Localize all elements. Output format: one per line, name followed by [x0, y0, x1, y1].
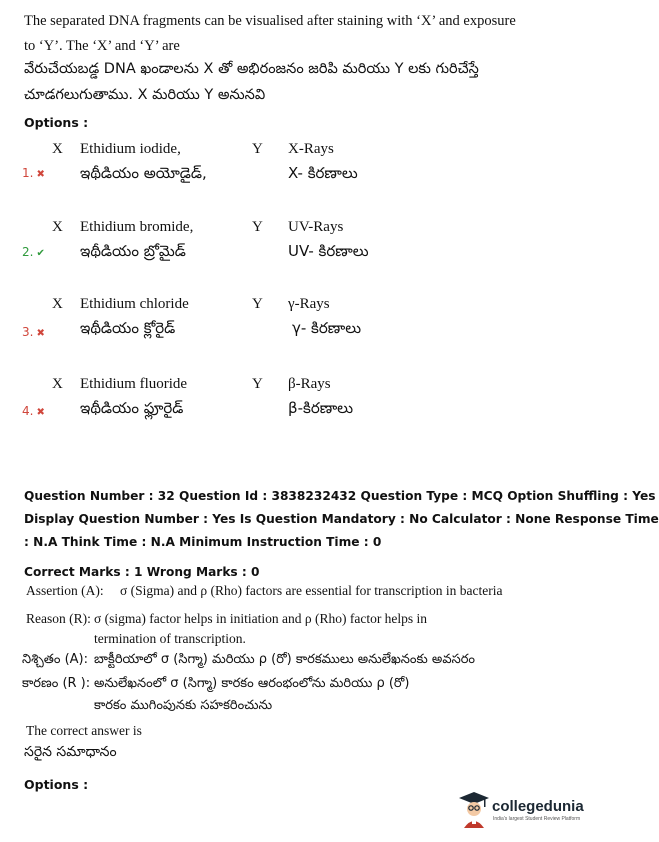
reason-text-line1: σ (sigma) factor helps in initiation and ρ (Rho) factor helps in: [94, 611, 428, 626]
y-value-en: UV-Rays: [288, 219, 344, 235]
q32-meta-line2: Display Question Number : Yes Is Question Mandatory : No Calculator : None Response Time: [24, 512, 659, 526]
assertion-label: Assertion (A):: [26, 583, 104, 598]
x-value-te: ఇథీడియం అయోడైడ్,: [80, 164, 207, 182]
q31-stem-te-line1: వేరుచేయబడ్డ DNA ఖండాలను X తో అభిరంజనం జరిపి మరియు Y లకు గురిచేస్తే: [24, 61, 479, 77]
x-value-en: Ethidium bromide,: [80, 219, 194, 235]
x-value-en: Ethidium iodide,: [80, 141, 181, 157]
wrong-mark-icon: ✖: [36, 328, 45, 339]
collegedunia-logo: [458, 790, 588, 830]
y-label: Y: [252, 296, 263, 312]
x-value-te: ఇథీడియం క్లోరైడ్: [80, 319, 176, 337]
assertion-te-label: నిశ్చితం (A):: [22, 652, 89, 667]
y-value-en: β-Rays: [288, 376, 331, 392]
reason-te-label: కారణం (R ):: [22, 676, 91, 691]
q31-options-label: Options :: [24, 115, 89, 130]
y-value-en: X-Rays: [288, 141, 334, 157]
x-label: X: [52, 376, 63, 392]
q32-meta-line1: Question Number : 32 Question Id : 3838232432 Question Type : MCQ Option Shuffling : Yes: [24, 489, 656, 503]
assertion-te-text: బాక్టీరియాలో σ (సిగ్మా) మరియు ρ (రో) కారకములు అనులేఖనంకు అవసరం: [94, 652, 476, 667]
y-label: Y: [252, 141, 263, 157]
answer-prompt-en: The correct answer is: [26, 723, 142, 738]
q32-options-label: Options :: [24, 777, 89, 792]
option-number: 3. ✖: [22, 325, 45, 339]
y-value-te: X- కిరణాలు: [288, 164, 358, 182]
reason-text-line2: termination of transcription.: [94, 631, 246, 646]
q31-stem-en-line1: The separated DNA fragments can be visualised after staining with ‘X’ and exposure: [24, 13, 516, 29]
x-value-te: ఇథీడియం ఫ్లూరైడ్: [80, 399, 184, 417]
y-label: Y: [252, 376, 263, 392]
q31-stem-en-line2: to ‘Y’. The ‘X’ and ‘Y’ are: [24, 38, 180, 54]
y-value-te: β-కిరణాలు: [288, 399, 354, 417]
y-value-en: γ-Rays: [288, 296, 330, 312]
logo-tagline: India's largest Student Review Platform: [493, 816, 581, 822]
x-value-en: Ethidium chloride: [80, 296, 189, 312]
y-value-te: γ- కిరణాలు: [292, 319, 362, 337]
option-number: 1. ✖: [22, 166, 45, 180]
x-label: X: [52, 296, 63, 312]
x-value-en: Ethidium fluoride: [80, 376, 188, 392]
q31-stem-te-line2: చూడగలుగుతాము. X మరియు Y అనునవి: [24, 87, 266, 103]
q32-meta-line3: : N.A Think Time : N.A Minimum Instruction Time : 0: [24, 535, 382, 549]
x-value-te: ఇథీడియం బ్రోమైడ్: [80, 242, 186, 260]
assertion-text: σ (Sigma) and ρ (Rho) factors are essential for transcription in bacteria: [120, 583, 503, 598]
wrong-mark-icon: ✖: [36, 407, 45, 418]
x-label: X: [52, 219, 63, 235]
reason-te-text-line1: అనులేఖనంలో σ (సిగ్మా) కారకం ఆరంభంలోను మరియు ρ (రో): [94, 676, 410, 691]
x-label: X: [52, 141, 63, 157]
y-label: Y: [252, 219, 263, 235]
logo-name: collegedunia: [492, 798, 584, 815]
option-number: 2. ✔: [22, 245, 45, 259]
option-number: 4. ✖: [22, 404, 45, 418]
answer-prompt-te: సరైన సమాధానం: [24, 744, 117, 760]
correct-check-icon: ✔: [36, 248, 45, 259]
y-value-te: UV- కిరణాలు: [288, 242, 369, 260]
q32-marks: Correct Marks : 1 Wrong Marks : 0: [24, 565, 260, 579]
reason-label: Reason (R):: [26, 611, 91, 626]
student-mascot-icon: [458, 790, 490, 828]
wrong-mark-icon: ✖: [36, 169, 45, 180]
reason-te-text-line2: కారకం ముగింపునకు సహకరించును: [94, 698, 273, 713]
